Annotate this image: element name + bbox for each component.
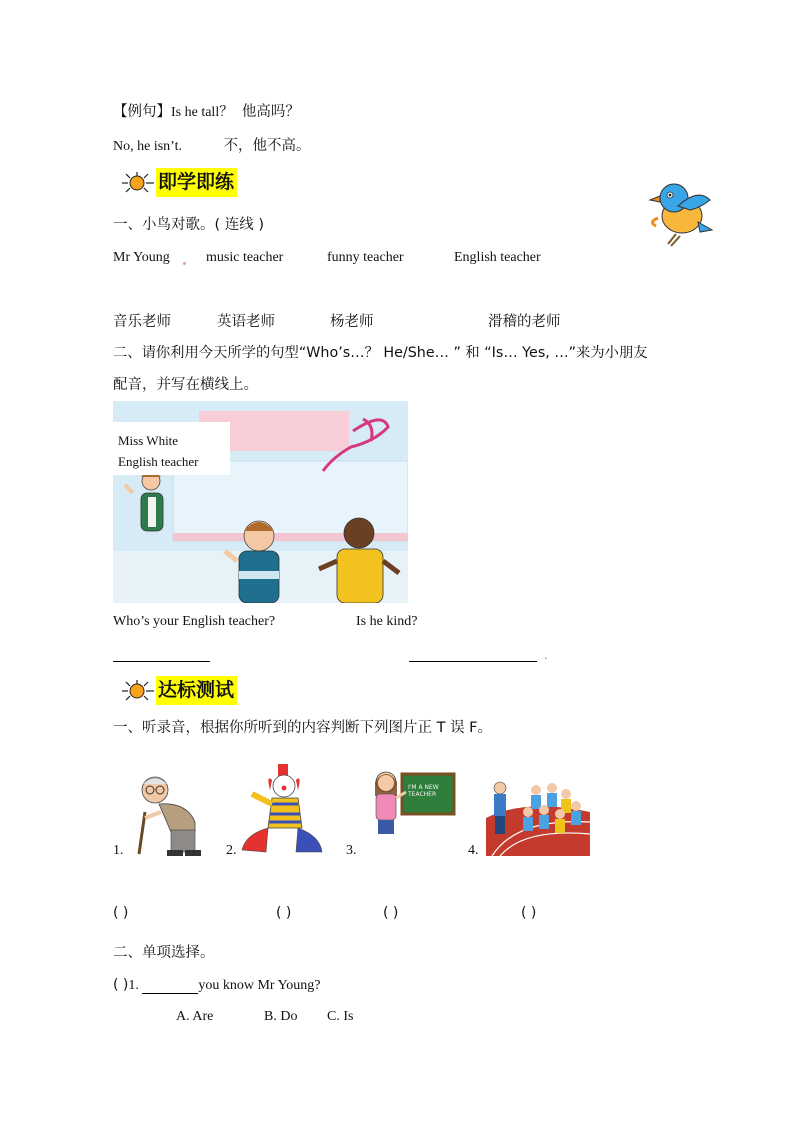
match-english-3: funny teacher [327,250,404,265]
example-answer-cn: 不，他不高。 [223,138,311,154]
mc-item-1 [113,977,321,994]
test-q2-title: 二、单项选择。 [113,945,215,961]
mc-blank[interactable] [142,981,198,994]
example-answer-line [113,134,310,155]
example-answer-en: No, he isn’t. [113,139,182,154]
q2-title-line1: 二、请你利用今天所学的句型“Who’s…？ He/She… ” 和 “Is… Yes, …”来为小朋友 [113,345,648,361]
match-chinese-1: 音乐老师 [113,314,171,330]
sun-icon [118,678,156,704]
match-chinese-2: 英语老师 [217,314,275,330]
mc-answer-paren[interactable]: ( ) [113,977,129,993]
match-english-4: English teacher [454,250,541,265]
q2-title-line2: 配音，并写在横线上。 [113,377,258,393]
match-english-2: music teacher [206,250,284,265]
section-title: 达标测试 [156,676,237,705]
mc-option-c[interactable]: C. Is [327,1009,354,1024]
sun-icon [118,170,156,196]
mc-option-a[interactable]: A. Are [176,1009,214,1024]
section-heading-practice [118,168,237,197]
mc-option-b[interactable]: B. Do [264,1009,298,1024]
card-name: Miss White [118,433,179,448]
mc-item-number: 1. [128,978,139,993]
match-chinese-4: 滑稽的老师 [488,314,561,330]
answer-paren-1[interactable]: ( ) [113,905,129,921]
clown-picture [236,764,326,856]
trailing-dot: . [544,648,548,663]
example-question-cn: 他高吗？ [241,104,300,120]
pic-number-2: 2. [226,843,237,858]
dot-marker [183,262,186,265]
example-question-line [113,100,300,121]
match-chinese-3: 杨老师 [330,314,374,330]
pic-number-3: 3. [346,843,357,858]
answer-paren-3[interactable]: ( ) [383,905,399,921]
match-english-1: Mr Young [113,250,170,265]
question-kind: Is he kind? [356,614,418,629]
answer-paren-4[interactable]: ( ) [521,905,537,921]
answer-line-1[interactable] [113,661,210,662]
section-title: 即学即练 [156,168,237,197]
mc-item-text: you know Mr Young? [198,978,321,993]
test-q1-title: 一、听录音，根据你所听到的内容判断下列图片正 T 误 F。 [113,720,493,736]
bird-illustration [638,178,718,254]
answer-line-2[interactable] [409,661,537,662]
pic-number-1: 1. [113,843,124,858]
classroom-picture [113,401,408,603]
chalkboard-text: I'M A NEW TEACHER [408,784,439,798]
section-heading-test [118,676,237,705]
answer-paren-2[interactable]: ( ) [276,905,292,921]
pic-number-4: 4. [468,843,479,858]
running-track-picture [486,778,590,856]
example-label: 【例句】 [113,104,171,120]
q1-title: 一、小鸟对歌。( 连线 ) [113,217,265,233]
card-role: English teacher [118,454,199,469]
teacher-chalkboard-picture [366,768,458,844]
example-question-en: Is he tall？ [171,105,234,120]
old-man-picture [125,772,215,858]
name-card [113,422,230,475]
question-who: Who’s your English teacher? [113,614,276,629]
